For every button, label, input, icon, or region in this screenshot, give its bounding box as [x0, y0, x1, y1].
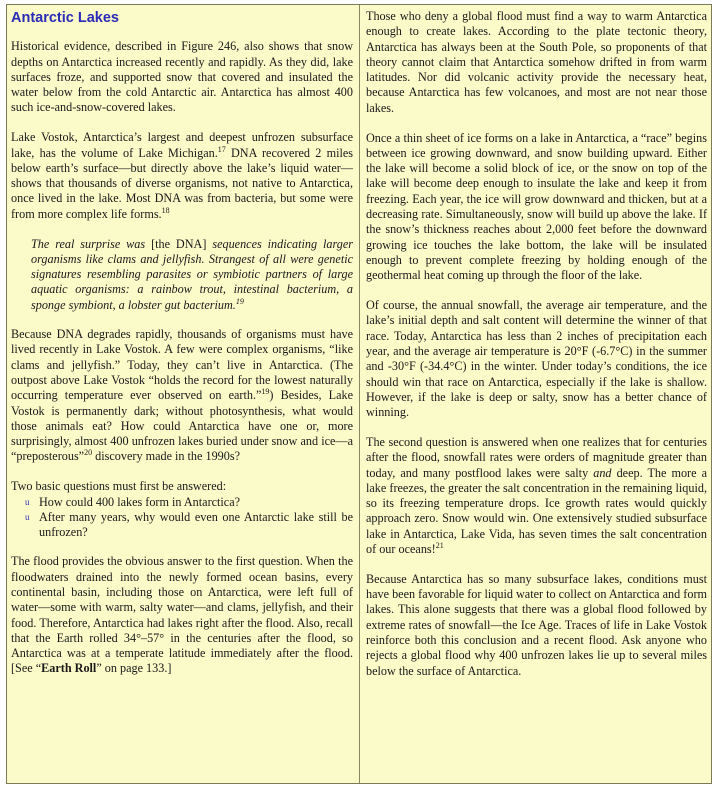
- block-quote: [31, 237, 353, 313]
- list-item-text: After many years, why would even one Antarctic lake still be unfrozen?: [39, 509, 353, 540]
- list-item: [11, 495, 353, 510]
- text-run: discovery made in the 1990s?: [92, 449, 241, 464]
- paragraph-second-question: [366, 435, 707, 557]
- text-run: DNA recovered 2 miles below earth’s surface—but directly above the lake’s liquid water—shows that thousands of diverse organisms, not native to Antarctica, once lived in the lake. Most DNA was from bacteria, but some were from more complex life forms.: [11, 145, 353, 221]
- footnote-ref[interactable]: 18: [161, 205, 170, 215]
- list-item: [11, 510, 353, 541]
- emphasis: and: [593, 465, 612, 480]
- text-run: Lake Vostok, Antarctica’s largest and deepest unfrozen subsurface lake, has the volume of Lake Michigan.: [11, 130, 353, 160]
- text-run: ) Besides, Lake Vostok is permanently dark; without photosynthesis, what would those animals eat? How could Antarctica have one or, more surprisingly, almost 400 unfrozen lakes buried under snow and ice—a “preposterous”: [11, 388, 353, 464]
- footnote-ref[interactable]: 19: [235, 296, 244, 306]
- list-item-text: How could 400 lakes form in Antarctica?: [39, 494, 241, 509]
- footnote-ref[interactable]: 19: [261, 387, 270, 397]
- sidebar-panel: [6, 4, 712, 784]
- paragraph-ice-race: Once a thin sheet of ice forms on a lake in Antarctica, a “race” begins between ice growing downward, and snow building upward. Either the lake will become a solid block of ice, or the snow on top of the lake will become deep enough to insulate the lake and keep it from freezing. Each year, the ice will grow downward and thicken, but at a decreasing rate. Simultaneously, snow will build up above the lake. If the snow’s thickness reaches about 2,000 feet before the downward growing ice touches the lake bottom, the lake will be insulated enough to prevent complete freezing by holding enough of the geothermal heat coming up through the floor of the lake.: [366, 130, 707, 283]
- text-run: Because DNA degrades rapidly, thousands of organisms must have lived recently in Lake Vostok. A few were complex organisms, “like clams and jellyfish.” Today, they can’t live in Antarctica. (The outpost above Lake Vostok “holds the record for the lowest naturally occurring temperature ever observed on earth.”: [11, 327, 353, 403]
- earth-roll-link[interactable]: Earth Roll: [41, 661, 97, 676]
- quote-text: sequences indicating larger organisms like clams and jellyfish. Strangest of all were genetic signatures resembling parasites or symbiotic partners of large aquatic organisms: a rainbow trout, intestinal bacterium, a sponge symbiont, a lobster gut bacterium.: [31, 236, 354, 312]
- question-list: [11, 495, 353, 541]
- paragraph-snow-depths: Historical evidence, described in Figure 246, also shows that snow depths on Antarctica increased recently and rapidly. As they did, lake surfaces froze, and supported snow that covered and insulated the water below from the cold Antarctic air. Antarctica has almost 400 such ice-and-snow-covered lakes.: [11, 39, 353, 115]
- text-run: ” on page 133.]: [96, 661, 172, 676]
- paragraph-snowfall-temperature: Of course, the annual snowfall, the average air temperature, and the lake’s initial depth and salt content will determine the winner of that race. Today, Antarctica has less than 2 inches of precipitation each year, and the average air temperature is 20°F (-6.7°C) in the summer and -30°F (-34.4°C) in the winter. Under today’s conditions, the ice should win that race on Antarctica, especially if the lake is shallow. However, if the lake is deep or salty, snow has a better chance of winning.: [366, 298, 707, 420]
- section-title: Antarctic Lakes: [11, 10, 119, 26]
- paragraph-dna-degrades: [11, 327, 353, 465]
- bullet-icon: u: [25, 496, 30, 507]
- right-column: [360, 5, 711, 783]
- quote-text: The real surprise was: [31, 236, 152, 251]
- text-run: The flood provides the obvious answer to the first question. When the floodwaters drained into the newly formed ocean basins, every continental basin, including those on Antarctica, were left full of water—some with warm, salty water—and clams, jellyfish, and their food. Therefore, Antarctica had lakes right after the flood. Also, recall that the Earth rolled 34°–57° in the centuries after the flood, so Antarctica was at a temperate latitude immediately after the flood. [See “: [11, 554, 353, 676]
- paragraph-deny-flood: Those who deny a global flood must find a way to warm Antarctica enough to create lakes. According to the plate tectonic theory, Antarctica has always been at the South Pole, so proponents of that theory cannot claim that Antarctica somehow drifted in from warm latitudes. Nor did volcanic activity provide the necessary heat, because Antarctica has few volcanoes, and most are not near those lakes.: [366, 9, 707, 115]
- footnote-ref[interactable]: 21: [435, 540, 444, 550]
- text-run: The second question is answered when one realizes that for centuries after the flood, snowfall rates were orders of magnitude greater than today, and many postflood lakes were salty: [366, 434, 707, 480]
- paragraph-two-questions: Two basic questions must first be answered:: [11, 479, 227, 494]
- paragraph-flood-answer: [11, 554, 353, 676]
- footnote-ref[interactable]: 20: [84, 448, 93, 458]
- paragraph-lake-vostok: [11, 130, 353, 222]
- bullet-icon: u: [25, 511, 30, 522]
- text-run: deep. The more a lake freezes, the greater the salt concentration in the remaining liquid, so its freezing temperature drops. Ice growth rates would quickly approach zero. Snow would win. One extensively studied subsurface lake in Antarctica, Lake Vida, has seven times the salt concentration of our oceans!: [366, 465, 707, 556]
- footnote-ref[interactable]: 17: [217, 144, 226, 154]
- left-column: [7, 5, 360, 783]
- paragraph-conclusion: Because Antarctica has so many subsurface lakes, conditions must have been favorable for liquid water to collect on Antarctica and form lakes. This alone suggests that there was a global flood followed by extreme rates of snowfall—the Ice Age. Traces of life in Lake Vostok reinforce both this conclusion and a recent flood. Ask anyone who rejects a global flood why 400 unfrozen lakes lie up to several miles below the surface of Antarctica.: [366, 571, 707, 678]
- quote-insertion: [the DNA]: [151, 236, 207, 251]
